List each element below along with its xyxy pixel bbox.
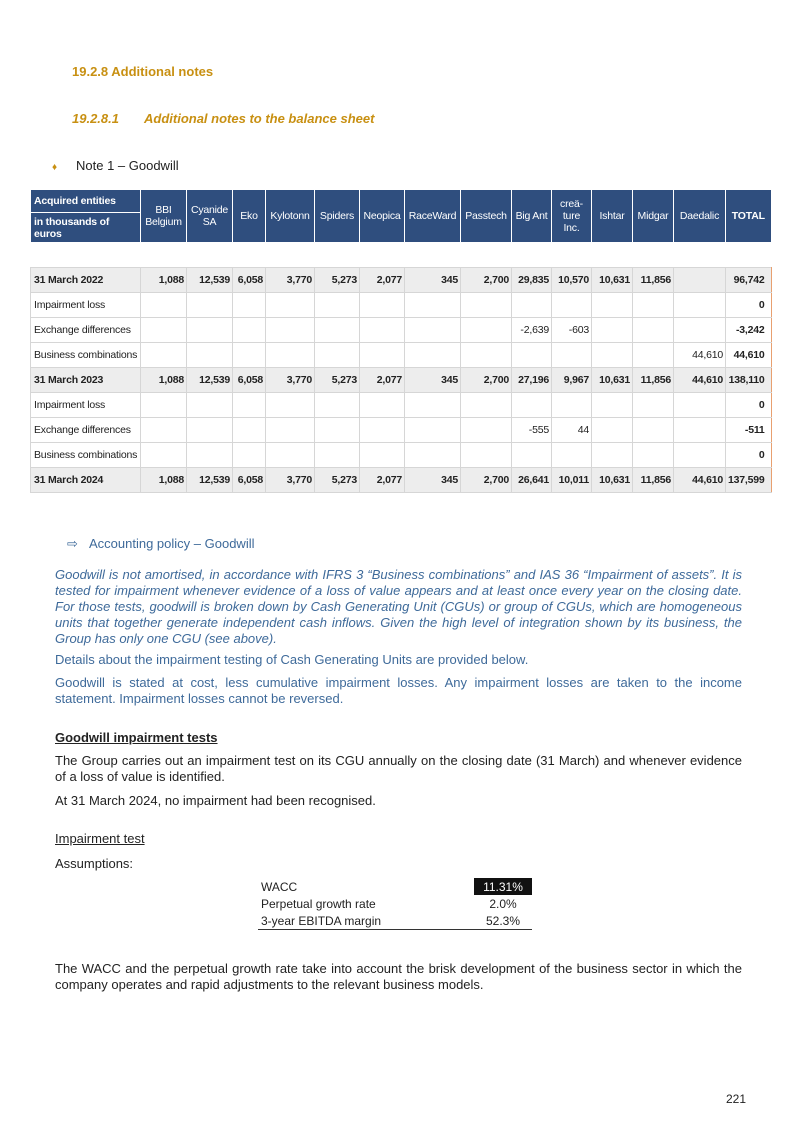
table-cell	[592, 318, 633, 343]
table-cell: 345	[405, 368, 461, 393]
table-cell	[360, 318, 405, 343]
table-cell	[233, 393, 266, 418]
table-cell	[315, 393, 360, 418]
table-cell	[461, 443, 512, 468]
table-cell	[405, 343, 461, 368]
table-cell	[552, 293, 592, 318]
row-label: Exchange differences	[31, 318, 141, 343]
total-cell: 96,742	[726, 268, 772, 293]
table-cell: 10,631	[592, 368, 633, 393]
header-units: in thousands of euros	[31, 213, 141, 243]
column-header: Daedalic	[674, 190, 726, 243]
table-cell: 1,088	[141, 268, 187, 293]
table-cell	[674, 293, 726, 318]
assumptions-table	[258, 878, 532, 930]
table-row	[31, 343, 772, 368]
table-header-row-1	[31, 190, 772, 213]
table-cell	[187, 293, 233, 318]
table-cell: 5,273	[315, 368, 360, 393]
total-cell: 0	[726, 293, 772, 318]
table-cell: 10,011	[552, 468, 592, 493]
assumptions-label: Assumptions:	[55, 856, 134, 871]
table-row	[31, 318, 772, 343]
policy-paragraph: Goodwill is stated at cost, less cumulative impairment losses. Any impairment losses are taken to the income statement. Impairment losses cannot be reversed.	[55, 675, 742, 706]
assumption-row	[258, 912, 532, 930]
column-header: Spiders	[315, 190, 360, 243]
note-title: Note 1 – Goodwill	[76, 158, 179, 173]
table-cell	[461, 393, 512, 418]
assumption-value: 52.3%	[474, 912, 532, 930]
row-label: Impairment loss	[31, 393, 141, 418]
column-header: Kylotonn	[266, 190, 315, 243]
policy-heading-text: Accounting policy – Goodwill	[89, 536, 255, 551]
table-cell	[674, 418, 726, 443]
row-label: Impairment loss	[31, 293, 141, 318]
total-cell: 138,110	[726, 368, 772, 393]
table-cell	[360, 418, 405, 443]
table-cell: 12,539	[187, 368, 233, 393]
table-cell: 1,088	[141, 468, 187, 493]
table-cell	[360, 393, 405, 418]
table-cell: 2,700	[461, 368, 512, 393]
table-cell	[233, 343, 266, 368]
table-cell: 2,077	[360, 268, 405, 293]
table-cell	[633, 418, 674, 443]
table-spacer	[31, 243, 772, 268]
column-header: Eko	[233, 190, 266, 243]
table-cell	[233, 443, 266, 468]
table-cell	[266, 343, 315, 368]
table-cell	[592, 418, 633, 443]
assumption-value: 11.31%	[474, 878, 532, 895]
table-cell	[360, 443, 405, 468]
table-cell: 5,273	[315, 268, 360, 293]
column-header-total: TOTAL	[726, 190, 772, 243]
table-cell: 10,631	[592, 268, 633, 293]
table-cell	[360, 343, 405, 368]
impairment-paragraph: The Group carries out an impairment test on its CGU annually on the closing date (31 March) and whenever evidence of a loss of value is identified.	[55, 753, 742, 784]
table-cell	[633, 293, 674, 318]
table-cell	[592, 443, 633, 468]
column-header: Midgar	[633, 190, 674, 243]
table-cell	[141, 293, 187, 318]
table-cell	[674, 393, 726, 418]
table-cell: 9,967	[552, 368, 592, 393]
table-cell	[461, 418, 512, 443]
table-cell	[266, 318, 315, 343]
table-cell	[141, 443, 187, 468]
table-cell: 5,273	[315, 468, 360, 493]
table-cell	[674, 318, 726, 343]
assumption-row	[258, 895, 532, 912]
section-heading: 19.2.8 Additional notes	[72, 64, 214, 79]
table-cell	[266, 293, 315, 318]
table-cell	[512, 443, 552, 468]
table-cell	[187, 418, 233, 443]
table-cell	[461, 318, 512, 343]
impairment-paragraph: At 31 March 2024, no impairment had been recognised.	[55, 793, 376, 808]
table-row	[31, 293, 772, 318]
table-cell: 44	[552, 418, 592, 443]
table-cell: 10,631	[592, 468, 633, 493]
goodwill-table	[30, 189, 772, 493]
table-cell	[266, 443, 315, 468]
table-cell: 26,641	[512, 468, 552, 493]
table-cell	[674, 268, 726, 293]
table-cell: 11,856	[633, 468, 674, 493]
table-cell	[461, 293, 512, 318]
table-cell: 29,835	[512, 268, 552, 293]
assumption-label: Perpetual growth rate	[261, 896, 376, 911]
table-cell	[141, 343, 187, 368]
table-row	[31, 393, 772, 418]
total-cell: -3,242	[726, 318, 772, 343]
table-row	[31, 443, 772, 468]
table-cell	[187, 343, 233, 368]
page-number: 221	[726, 1092, 747, 1106]
table-cell	[187, 318, 233, 343]
table-cell	[266, 393, 315, 418]
column-header: Neopica	[360, 190, 405, 243]
table-cell: 2,700	[461, 468, 512, 493]
table-cell: 2,077	[360, 368, 405, 393]
table-cell	[266, 418, 315, 443]
total-cell: 137,599	[726, 468, 772, 493]
subsection-title: Additional notes to the balance sheet	[144, 111, 375, 126]
total-cell: 0	[726, 443, 772, 468]
assumption-label: 3-year EBITDA margin	[258, 912, 474, 930]
table-cell	[405, 318, 461, 343]
table-cell	[552, 443, 592, 468]
table-cell	[633, 318, 674, 343]
table-cell	[233, 318, 266, 343]
table-cell	[141, 318, 187, 343]
table-cell	[512, 293, 552, 318]
table-cell	[461, 343, 512, 368]
row-label: Business combinations	[31, 343, 141, 368]
table-row	[31, 418, 772, 443]
table-cell: 345	[405, 268, 461, 293]
column-header: Passtech	[461, 190, 512, 243]
row-label: Exchange differences	[31, 418, 141, 443]
table-cell	[405, 418, 461, 443]
column-header: BBI Belgium	[141, 190, 187, 243]
table-cell	[315, 343, 360, 368]
table-cell	[552, 393, 592, 418]
column-header: Ishtar	[592, 190, 633, 243]
arrow-right-icon: ⇨	[67, 536, 78, 551]
policy-heading	[67, 536, 254, 552]
table-cell	[592, 393, 633, 418]
table-cell	[552, 343, 592, 368]
table-cell	[315, 418, 360, 443]
total-cell: 44,610	[726, 343, 772, 368]
column-header: creä-ture Inc.	[552, 190, 592, 243]
table-cell	[512, 393, 552, 418]
row-label: 31 March 2022	[31, 268, 141, 293]
table-cell	[187, 393, 233, 418]
table-cell	[315, 293, 360, 318]
table-cell	[187, 443, 233, 468]
table-cell: -603	[552, 318, 592, 343]
table-cell	[592, 293, 633, 318]
table-cell: 3,770	[266, 368, 315, 393]
subsection-number: 19.2.8.1	[72, 111, 119, 126]
table-cell: -2,639	[512, 318, 552, 343]
table-cell: 1,088	[141, 368, 187, 393]
table-cell	[360, 293, 405, 318]
table-cell	[405, 393, 461, 418]
total-cell: 0	[726, 393, 772, 418]
assumption-label: WACC	[261, 879, 298, 894]
policy-paragraph: Goodwill is not amortised, in accordance with IFRS 3 “Business combinations” and IAS 36 “Impairment of assets”. It is tested for impairment whenever evidence of a loss of value appears and at least once every year on the closing date. For those tests, goodwill is broken down by Cash Generating Unit (CGUs) or group of CGUs, which are homogeneous units that together generate independent cash inflows. Given the high level of integration shown by its business, the Group has only one CGU (see above).	[55, 567, 742, 646]
table-cell: 6,058	[233, 368, 266, 393]
column-header: RaceWard	[405, 190, 461, 243]
table-cell: 6,058	[233, 468, 266, 493]
table-cell: 6,058	[233, 268, 266, 293]
table-cell: 3,770	[266, 468, 315, 493]
table-cell	[674, 443, 726, 468]
table-cell	[315, 318, 360, 343]
table-cell: 2,700	[461, 268, 512, 293]
policy-paragraph: Details about the impairment testing of Cash Generating Units are provided below.	[55, 652, 529, 667]
table-cell: 27,196	[512, 368, 552, 393]
note-heading	[52, 158, 179, 173]
impairment-tests-heading: Goodwill impairment tests	[55, 730, 218, 745]
table-cell	[233, 293, 266, 318]
total-cell: -511	[726, 418, 772, 443]
table-cell	[512, 343, 552, 368]
impairment-test-label: Impairment test	[55, 831, 145, 846]
assumption-row	[258, 878, 532, 895]
table-cell: 3,770	[266, 268, 315, 293]
column-header: Big Ant	[512, 190, 552, 243]
row-label: 31 March 2023	[31, 368, 141, 393]
table-cell: 11,856	[633, 268, 674, 293]
table-cell	[633, 343, 674, 368]
table-cell	[315, 443, 360, 468]
column-header: Cyanide SA	[187, 190, 233, 243]
subsection-heading	[72, 111, 374, 126]
closing-paragraph: The WACC and the perpetual growth rate take into account the brisk development of the business sector in which the company operates and rapid adjustments to the relevant business models.	[55, 961, 742, 992]
table-cell: -555	[512, 418, 552, 443]
table-cell: 10,570	[552, 268, 592, 293]
row-label: 31 March 2024	[31, 468, 141, 493]
table-cell	[633, 443, 674, 468]
table-cell: 12,539	[187, 268, 233, 293]
table-row	[31, 368, 772, 393]
assumption-value: 2.0%	[489, 896, 517, 911]
table-row	[31, 268, 772, 293]
table-cell	[633, 393, 674, 418]
diamond-bullet-icon: ♦	[52, 162, 58, 173]
table-cell: 44,610	[674, 368, 726, 393]
table-cell: 11,856	[633, 368, 674, 393]
table-cell: 2,077	[360, 468, 405, 493]
table-cell: 44,610	[674, 343, 726, 368]
row-label: Business combinations	[31, 443, 141, 468]
table-cell	[592, 343, 633, 368]
table-cell	[233, 418, 266, 443]
header-acquired-entities: Acquired entities	[31, 190, 141, 213]
table-cell	[141, 418, 187, 443]
table-cell	[405, 293, 461, 318]
table-row	[31, 468, 772, 493]
table-cell	[141, 393, 187, 418]
table-cell: 345	[405, 468, 461, 493]
table-cell	[405, 443, 461, 468]
table-cell: 12,539	[187, 468, 233, 493]
table-cell: 44,610	[674, 468, 726, 493]
